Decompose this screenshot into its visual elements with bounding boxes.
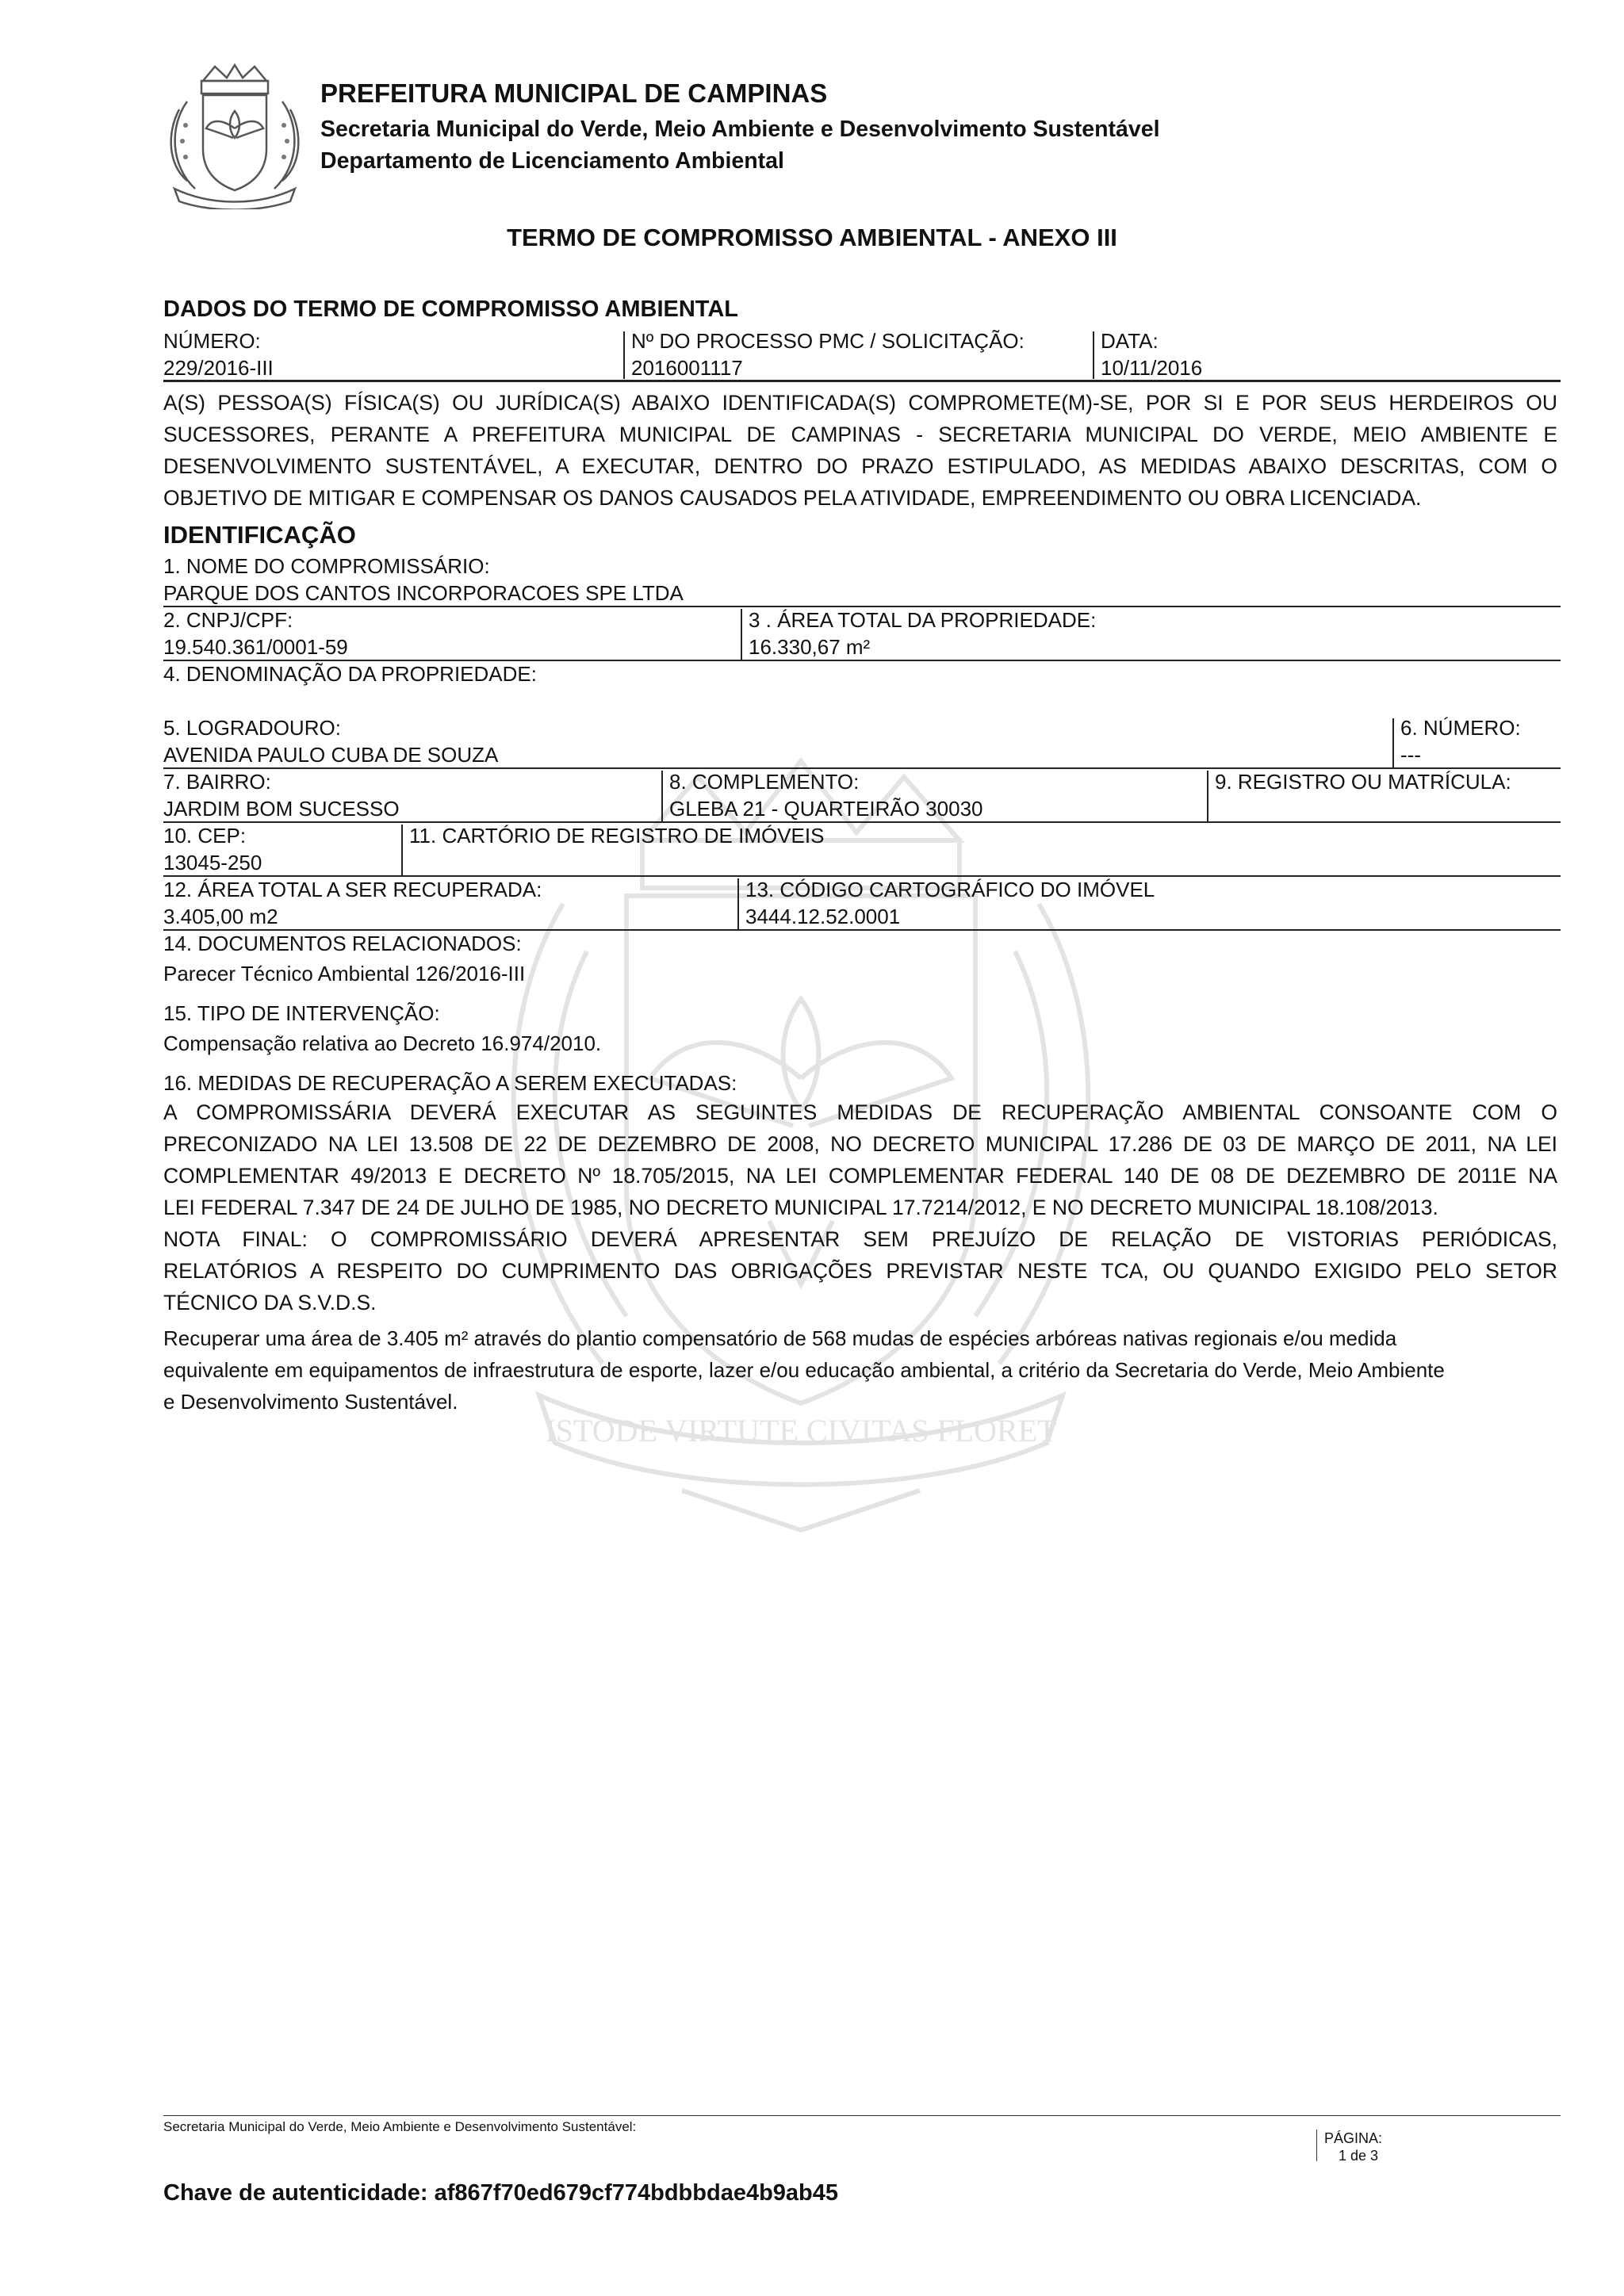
recuperar-line: equivalente em equipamentos de infraestrutura de esporte, lazer e/ou educação ambiental, a critério da Secretaria do Verde, Meio Ambiente: [163, 1358, 1445, 1382]
logradouro-value: AVENIDA PAULO CUBA DE SOUZA: [163, 743, 499, 767]
secretaria-name: Secretaria Municipal do Verde, Meio Ambiente e Desenvolvimento Sustentável: [320, 117, 1160, 142]
nota-final-line: TÉCNICO DA S.V.D.S.: [163, 1291, 377, 1314]
footer-secretaria: Secretaria Municipal do Verde, Meio Ambiente e Desenvolvimento Sustentável:: [163, 2119, 637, 2134]
cep-value: 13045-250: [163, 851, 262, 874]
tipo-intervencao-value: Compensação relativa ao Decreto 16.974/2010.: [163, 1031, 602, 1055]
area-total-label: 3 . ÁREA TOTAL DA PROPRIEDADE:: [749, 608, 1097, 632]
medidas-line: A COMPROMISSÁRIA DEVERÁ EXECUTAR AS SEGUINTES MEDIDAS DE RECUPERAÇÃO AMBIENTAL CONSOANTE COM O: [163, 1100, 1557, 1124]
pagina-label: PÁGINA:: [1324, 2130, 1383, 2146]
registro-label: 9. REGISTRO OU MATRÍCULA:: [1215, 770, 1511, 794]
documentos-label: 14. DOCUMENTOS RELACIONADOS:: [163, 932, 522, 955]
codigo-value: 3444.12.52.0001: [745, 905, 901, 928]
data-value: 10/11/2016: [1101, 356, 1203, 380]
pagina-value: 1 de 3: [1339, 2148, 1379, 2164]
recuperar-paragraph: [163, 1322, 1445, 1418]
data-label: DATA:: [1101, 329, 1159, 353]
intro-line: SUCESSORES, PERANTE A PREFEITURA MUNICIPAL DE CAMPINAS - SECRETARIA MUNICIPAL DO VERDE, MEIO AMBIENTE E: [163, 423, 1557, 446]
bairro-value: JARDIM BOM SUCESSO: [163, 797, 400, 821]
medidas-line: COMPLEMENTAR 49/2013 E DECRETO Nº 18.705/2015, NA LEI COMPLEMENTAR FEDERAL 140 DE 08 DE DEZEMBRO DE 2011E NA: [163, 1164, 1557, 1188]
complemento-label: 8. COMPLEMENTO:: [669, 770, 860, 794]
bairro-label: 7. BAIRRO:: [163, 770, 271, 794]
nota-final-line: RELATÓRIOS A RESPEITO DO CUMPRIMENTO DAS OBRIGAÇÕES PREVISTAR NESTE TCA, OU QUANDO EXIGIDO PELO SETOR: [163, 1259, 1557, 1283]
area-recuperar-label: 12. ÁREA TOTAL A SER RECUPERADA:: [163, 878, 542, 901]
nome-value: PARQUE DOS CANTOS INCORPORACOES SPE LTDA: [163, 581, 684, 605]
medidas-paragraph: [163, 1096, 1557, 1318]
codigo-label: 13. CÓDIGO CARTOGRÁFICO DO IMÓVEL: [745, 878, 1155, 901]
complemento-value: GLEBA 21 - QUARTEIRÃO 30030: [669, 797, 983, 821]
cnpj-label: 2. CNPJ/CPF:: [163, 608, 293, 632]
numero-label: NÚMERO:: [163, 329, 261, 353]
documentos-value: Parecer Técnico Ambiental 126/2016-III: [163, 962, 526, 985]
dados-heading: DADOS DO TERMO DE COMPROMISSO AMBIENTAL: [163, 297, 738, 322]
nome-label: 1. NOME DO COMPROMISSÁRIO:: [163, 554, 490, 578]
tipo-intervencao-label: 15. TIPO DE INTERVENÇÃO:: [163, 1001, 440, 1025]
processo-value: 2016001117: [631, 356, 743, 380]
watermark-motto: ISTODE VIRTUTE CIVITAS FLORET: [545, 1413, 1057, 1448]
denominacao-label: 4. DENOMINAÇÃO DA PROPRIEDADE:: [163, 662, 537, 686]
medidas-line: LEI FEDERAL 7.347 DE 24 DE JULHO DE 1985, NO DECRETO MUNICIPAL 17.7214/2012, E NO DECRETO MUNICIPAL 18.108/2013.: [163, 1196, 1438, 1219]
intro-line: DESENVOLVIMENTO SUSTENTÁVEL, A EXECUTAR, DENTRO DO PRAZO ESTIPULADO, AS MEDIDAS ABAIXO DESCRITAS, COM O: [163, 454, 1557, 478]
numero-endereco-label: 6. NÚMERO:: [1400, 716, 1521, 740]
recuperar-line: e Desenvolvimento Sustentável.: [163, 1390, 458, 1414]
identificacao-heading: IDENTIFICAÇÃO: [163, 521, 356, 549]
area-total-value: 16.330,67 m²: [749, 635, 871, 659]
area-recuperar-value: 3.405,00 m2: [163, 905, 278, 928]
nota-final-line: NOTA FINAL: O COMPROMISSÁRIO DEVERÁ APRESENTAR SEM PREJUÍZO DE RELAÇÃO DE VISTORIAS PERIÓDICAS,: [163, 1227, 1557, 1251]
numero-endereco-value: ---: [1400, 743, 1421, 767]
medidas-line: PRECONIZADO NA LEI 13.508 DE 22 DE DEZEMBRO DE 2008, NO DECRETO MUNICIPAL 17.286 DE 03 DE MARÇO DE 2011, NA LEI: [163, 1132, 1557, 1156]
intro-paragraph: [163, 387, 1557, 514]
recuperar-line: Recuperar uma área de 3.405 m² através do plantio compensatório de 568 mudas de espécies arbóreas nativas regionais e/ou medida: [163, 1326, 1397, 1350]
document-title: TERMO DE COMPROMISSO AMBIENTAL - ANEXO III: [507, 224, 1117, 251]
processo-label: Nº DO PROCESSO PMC / SOLICITAÇÃO:: [631, 329, 1025, 353]
cartorio-label: 11. CARTÓRIO DE REGISTRO DE IMÓVEIS: [409, 824, 825, 848]
chave-autenticidade: Chave de autenticidade: af867f70ed679cf774bdbbdae4b9ab45: [163, 2180, 839, 2206]
numero-value: 229/2016-III: [163, 356, 274, 380]
org-name: PREFEITURA MUNICIPAL DE CAMPINAS: [320, 78, 828, 108]
cnpj-value: 19.540.361/0001-59: [163, 635, 348, 659]
departamento-name: Departamento de Licenciamento Ambiental: [320, 148, 784, 174]
medidas-label: 16. MEDIDAS DE RECUPERAÇÃO A SEREM EXECUTADAS:: [163, 1071, 737, 1095]
campinas-coat-of-arms-logo: [155, 62, 314, 209]
logradouro-label: 5. LOGRADOURO:: [163, 716, 341, 740]
cep-label: 10. CEP:: [163, 824, 247, 848]
intro-line: OBJETIVO DE MITIGAR E COMPENSAR OS DANOS CAUSADOS PELA ATIVIDADE, EMPREENDIMENTO OU OBRA LICENCIADA.: [163, 486, 1422, 510]
intro-line: A(S) PESSOA(S) FÍSICA(S) OU JURÍDICA(S) ABAIXO IDENTIFICADA(S) COMPROMETE(M)-SE, POR SI E POR SEUS HERDEIROS OU: [163, 391, 1557, 415]
